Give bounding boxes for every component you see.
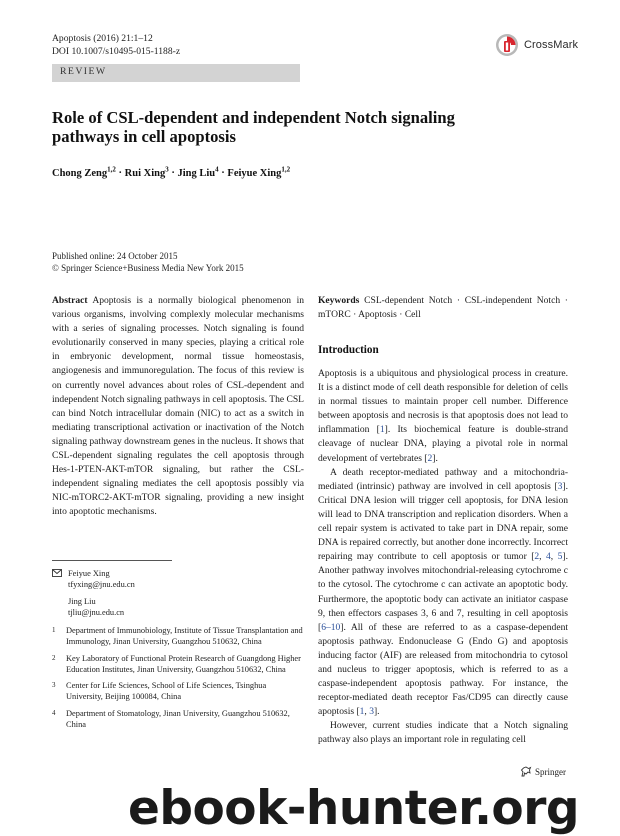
intro-paragraph	[318, 466, 568, 720]
affiliation-number: 2	[52, 653, 56, 662]
doi[interactable]: DOI 10.1007/s10495-015-1188-z	[52, 45, 181, 57]
citation-link[interactable]: 5	[557, 551, 563, 563]
citation-link[interactable]: 1	[359, 706, 365, 718]
journal-citation: Apoptosis (2016) 21:1–12	[52, 33, 153, 44]
springer-logo	[520, 766, 566, 777]
affiliations	[52, 625, 304, 735]
intro-text: ,	[539, 551, 547, 563]
citation-link[interactable]: 4	[546, 551, 551, 563]
springer-horse-icon	[520, 766, 532, 777]
affiliation-text: Key Laboratory of Functional Protein Research of Guangdong Higher Education Institutes, Jinan University, Guangzhou 510632, China	[66, 653, 301, 674]
intro-paragraph	[318, 719, 568, 747]
introduction-body	[318, 367, 568, 748]
author[interactable]: Jing Liu$^4$	[177, 165, 219, 179]
affiliation-text: Department of Immunobiology, Institute of Tissue Transplantation and Immunology, Jinan University, Guangzhou 510632, China	[66, 626, 303, 647]
section-label: REVIEW	[60, 66, 107, 77]
abstract	[52, 294, 304, 520]
author[interactable]: Chong Zeng$^{1,2}$	[52, 165, 116, 179]
correspondence-name: Feiyue Xing	[68, 569, 110, 578]
journal-meta	[52, 33, 180, 58]
affiliation-number: 3	[52, 681, 56, 690]
intro-paragraph	[318, 367, 568, 466]
intro-text: ]. Another pathway involves mitochondrial-releasing cytochrome c to the cytosol. The cytochrome c can activate an apoptotic body. Furthermore, the apoptotic body can activate an initiator caspase 9, then effectors caspases 3, 6 and 7, resulting in cell apoptosis [	[318, 551, 568, 633]
envelope-icon	[52, 568, 68, 618]
correspondence-email[interactable]: tfyxing@jnu.edu.cn	[68, 580, 135, 590]
affiliation-text: Center for Life Sciences, School of Life Sciences, Tsinghua University, Beijing 100084, China	[66, 681, 267, 702]
crossmark-badge[interactable]	[495, 30, 585, 60]
watermark: ebook-hunter.org	[128, 781, 580, 836]
affiliation-item	[52, 625, 304, 648]
intro-text: ,	[550, 551, 558, 563]
introduction-heading: Introduction	[318, 344, 379, 356]
author-separator: ·	[168, 167, 178, 179]
citation-link[interactable]: 2	[427, 452, 433, 464]
publication-info	[52, 250, 244, 274]
affiliation-text: Department of Stomatology, Jinan University, Guangzhou 510632, China	[66, 708, 290, 730]
intro-text: ].	[373, 706, 380, 718]
affiliation-number: 4	[52, 708, 56, 717]
citation-link[interactable]: 3	[369, 706, 374, 718]
crossmark-label: CrossMark	[524, 39, 579, 51]
author-separator: ·	[115, 167, 125, 179]
correspondence-name: Jing Liu	[68, 596, 96, 606]
abstract-text: Apoptosis is a normally biological phenomenon in various organisms, involving complexly molecular mechanisms with a series of signaling processes. Notch signaling is found evolutionarily conserved in many species, playing a critical role in embryonic development, normal tissue homeostasis, angiogenesis and immunoregulation. The focus of this review is on currently novel advances about roles of CSL-dependent and independent Notch signaling pathways in cell apoptosis. The CSL can bind Notch intracellular domain (NIC) to act as a switch in mediating transcriptional activation or inactivation of the Notch signaling pathway downstream genes in the nucleus. It shows that CSL-dependent signaling regulates the cell apoptosis through Hes-1-PTEN-AKT-mTOR signaling, but rather the CSL-independent signaling mediates the cell apoptosis possibly via NIC-mTORC2-AKT-mTOR signaling, providing a new insight into apoptotic mechanisms.	[52, 295, 304, 518]
crossmark-icon	[495, 33, 519, 57]
intro-text: However, current studies indicate that a Notch signaling pathway also plays an important role in regulating cell	[318, 720, 568, 746]
author[interactable]: Feiyue Xing$^{1,2}$	[227, 165, 291, 179]
intro-text: ,	[364, 706, 370, 718]
intro-text: ]. Its biochemical feature is double-strand cleavage of nuclear DNA, playing a pivotal role in normal development of vertebrates [	[318, 424, 568, 464]
article-title: Role of CSL-dependent and independent Notch signaling pathways in cell apoptosis	[52, 108, 455, 147]
keywords-text: CSL-dependent Notch · CSL-independent Notch · mTORC · Apoptosis · Cell	[318, 295, 568, 321]
citation-link[interactable]: 2	[534, 551, 540, 563]
intro-text: A death receptor-mediated pathway and a mitochondria-mediated (intrinsic) pathway are involved in cell apoptosis [	[318, 466, 568, 492]
author[interactable]: Rui Xing$^3$	[124, 165, 169, 179]
published-date: Published online: 24 October 2015	[52, 251, 178, 261]
affiliation-item	[52, 680, 304, 703]
intro-text: Apoptosis is a ubiquitous and physiological process in creature. It is a distinct mode of cell death responsible for deletion of cells in normal tissues to maintain proper cell number. Difference between apoptosis and necrosis is that apoptosis does not lead to inflammation [	[318, 368, 568, 436]
author-separator: ·	[218, 167, 228, 179]
citation-link[interactable]: 3	[557, 480, 563, 492]
correspondence-email[interactable]: tjliu@jnu.edu.cn	[68, 607, 125, 617]
citation-link[interactable]: 1	[379, 424, 385, 436]
keywords-label: Keywords	[318, 295, 360, 306]
intro-text: ].	[432, 452, 438, 464]
affiliation-item	[52, 708, 304, 731]
intro-text: ]. Critical DNA lesion will trigger cell apoptosis, for DNA lesion will lead to DNA transcription and replication disorders. When a cell repair system is activated to take part in DNA repair, some DNA is repaired correctly, but another done incorrectly. Incorrect repairing may contribute to cell apoptosis or tumor [	[318, 480, 568, 563]
copyright: © Springer Science+Business Media New York 2015	[52, 263, 244, 273]
abstract-label: Abstract	[52, 295, 88, 306]
affiliation-number: 1	[52, 626, 56, 634]
intro-text: ]. All of these are referred to as a caspase-dependent apoptosis pathway. Endonuclease G (Endo G) and apoptosis inducing factor (AIF) are released from mitochondria to cytosol and nucleus to trigger apoptosis, which is referred to as a caspase-independent apoptosis pathway. For instance, the receptor-mediated death receptor Fas/CD95 can directly cause apoptosis [	[318, 621, 568, 718]
affiliation-item	[52, 653, 304, 676]
author-list	[52, 165, 290, 179]
footnote-divider	[52, 560, 172, 561]
correspondence	[52, 568, 304, 618]
citation-link[interactable]: 6–10	[321, 621, 341, 633]
keywords	[318, 294, 568, 322]
springer-label: Springer	[535, 766, 566, 777]
